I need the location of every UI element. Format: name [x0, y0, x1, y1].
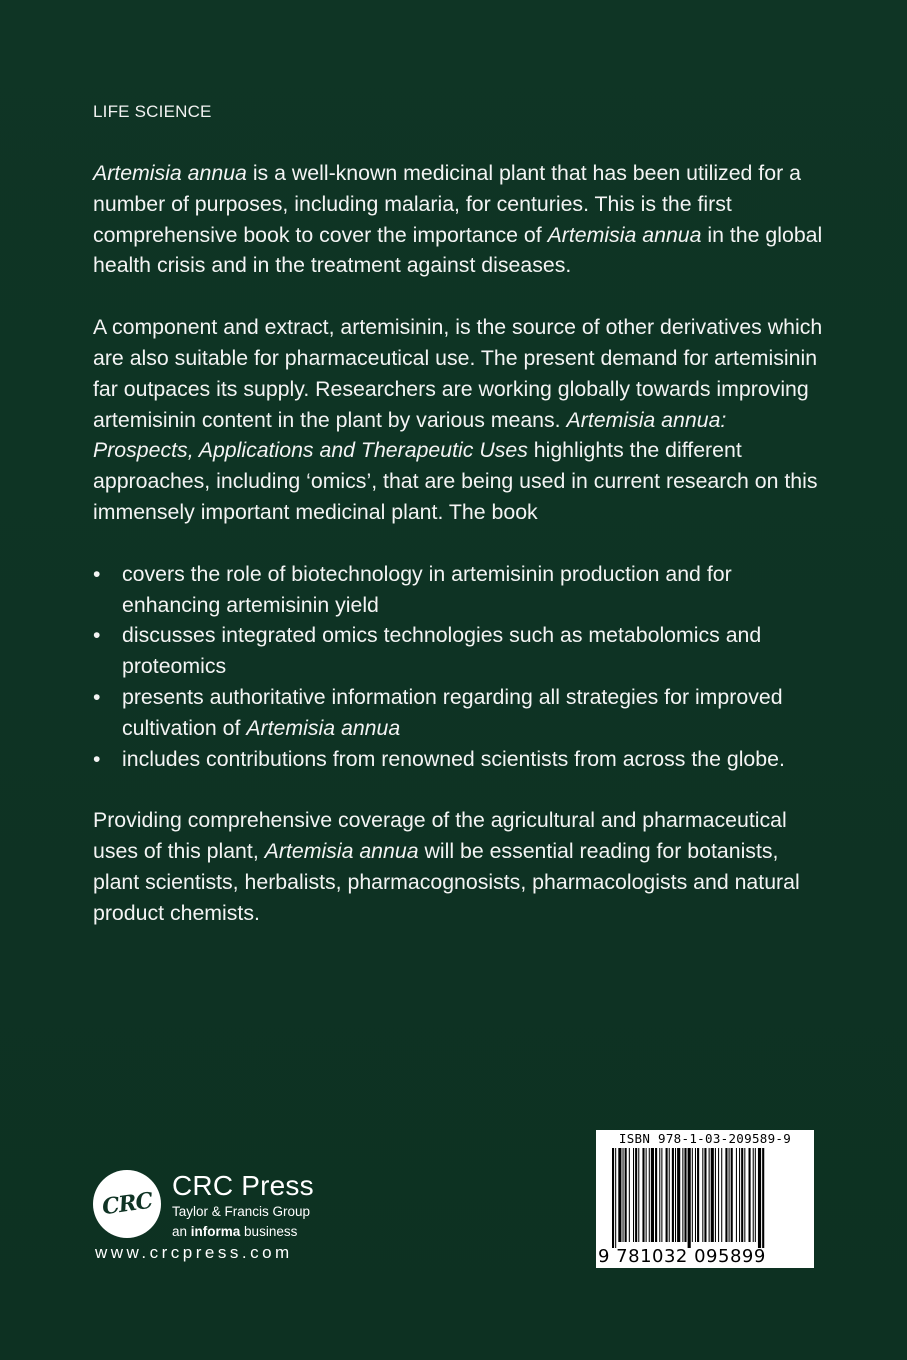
barcode-bar [702, 1148, 703, 1242]
list-item-text: presents authoritative information regarding all strategies for improved cultivation of [122, 684, 783, 740]
text-run: Providing comprehensive coverage of the agricultural and pharmaceutical uses of this plant, [93, 808, 787, 864]
title-italic: Artemisia annua [264, 839, 419, 864]
barcode-bar [725, 1148, 727, 1242]
barcode-bar [709, 1148, 710, 1242]
barcode-bar [615, 1148, 616, 1248]
barcode-bar [646, 1148, 647, 1242]
barcode-bar [675, 1148, 676, 1242]
isbn-label: ISBN 978-1-03-209589-9 [618, 1131, 792, 1146]
publisher-informa [172, 1224, 297, 1239]
barcode-bar [688, 1148, 691, 1248]
barcode-bar [635, 1148, 637, 1242]
title-italic: Artemisia annua [246, 715, 401, 740]
category-label: LIFE SCIENCE [93, 102, 212, 121]
text-run: is a well-known medicinal plant that has been utilized for a number of purposes, including malaria, for centuries. This is the first comprehensive book to cover the importance of [93, 161, 801, 247]
barcode-bar [758, 1148, 761, 1248]
list-item [93, 620, 823, 682]
barcode-bar [704, 1148, 706, 1242]
barcode-bar [731, 1148, 733, 1242]
barcode-bar [642, 1148, 644, 1242]
barcode-bar [741, 1148, 743, 1242]
list-item-text: includes contributions from renowned scientists from across the globe. [122, 746, 785, 771]
barcode-bar [623, 1148, 624, 1242]
barcode-bar [718, 1148, 719, 1242]
feature-list [93, 559, 823, 775]
barcode-bar [755, 1148, 756, 1242]
barcode-bar [729, 1148, 730, 1242]
barcode-bars-icon [612, 1148, 802, 1248]
text-run: will be essential reading for botanists, plant scientists, herbalists, pharmacognosists, pharmacologists and natural product chemists. [93, 839, 800, 925]
barcode-bar [659, 1148, 660, 1242]
barcode-bar [649, 1148, 650, 1242]
barcode-bar [762, 1148, 764, 1248]
list-item-text: covers the role of biotechnology in artemisinin production and for enhancing artemisinin yield [122, 561, 732, 617]
text-run: A component and extract, artemisinin, is the source of other derivatives which are also suitable for pharmaceutical use. The present demand for artemisinin far outpaces its supply. Researchers are working globally towards improving artemisinin content in the plant by various means. [93, 315, 823, 432]
bullet-icon: • [93, 623, 101, 648]
crc-logo-icon [93, 1170, 161, 1238]
barcode-bar [638, 1148, 639, 1242]
barcode-bar [612, 1148, 614, 1248]
barcode-bar [629, 1148, 630, 1242]
barcode-bar [655, 1148, 657, 1242]
barcode-bar [682, 1148, 683, 1242]
barcode-bar [749, 1148, 751, 1242]
bullet-icon: • [93, 746, 101, 771]
publisher-url: www.crcpress.com [95, 1243, 293, 1262]
barcode-bar [695, 1148, 696, 1242]
title-italic: Artemisia annua [93, 161, 247, 185]
paragraph-closing [93, 805, 823, 928]
bullet-icon: • [93, 684, 101, 709]
list-item-text: discusses integrated omics technologies such as metabolomics and proteomics [122, 623, 762, 679]
barcode-bar [753, 1148, 754, 1242]
barcode-bar [715, 1148, 716, 1242]
barcode-bar [721, 1148, 722, 1242]
publisher-group: Taylor & Francis Group [172, 1204, 311, 1219]
barcode-bar [672, 1148, 674, 1242]
barcode-bar [736, 1148, 737, 1242]
logo-text: CRC [100, 1187, 154, 1221]
barcode-bar [618, 1148, 621, 1242]
text-run: an [172, 1224, 191, 1239]
title-italic: Artemisia annua [547, 222, 702, 247]
barcode-bar [697, 1148, 699, 1242]
barcode-bar [625, 1148, 627, 1242]
description [93, 158, 823, 929]
barcode-bar [711, 1148, 714, 1242]
barcode-bar [651, 1148, 654, 1242]
barcode-bar [669, 1148, 670, 1242]
isbn-barcode [596, 1130, 814, 1268]
informa-bold: informa [190, 1224, 241, 1239]
barcode-bar [661, 1148, 662, 1242]
list-item [93, 682, 823, 744]
barcode-bar [677, 1148, 680, 1242]
book-title-italic: Artemisia annua: Prospects, Applications and Therapeutic Uses [93, 407, 727, 463]
barcode-bar [684, 1148, 686, 1242]
barcode-bar [666, 1148, 668, 1242]
barcode-bar [739, 1148, 740, 1242]
paragraph-intro [93, 158, 823, 281]
barcode-digits: 9 781032 095899 [598, 1246, 766, 1267]
barcode-bar [692, 1148, 693, 1242]
list-item [93, 744, 823, 775]
publisher-name: CRC Press [172, 1170, 314, 1201]
text-run: highlights the different approaches, including ‘omics’, that are being used in current research on this immensely important medicinal plant. The book [93, 438, 818, 524]
barcode-bar [633, 1148, 634, 1242]
barcode-bar [744, 1148, 745, 1242]
list-item [93, 559, 823, 621]
text-run: business [240, 1224, 298, 1239]
text-run: in the global health crisis and in the treatment against diseases. [93, 222, 823, 278]
bullet-icon: • [93, 561, 101, 586]
paragraph-details [93, 312, 823, 528]
publisher-logo [93, 1170, 393, 1270]
